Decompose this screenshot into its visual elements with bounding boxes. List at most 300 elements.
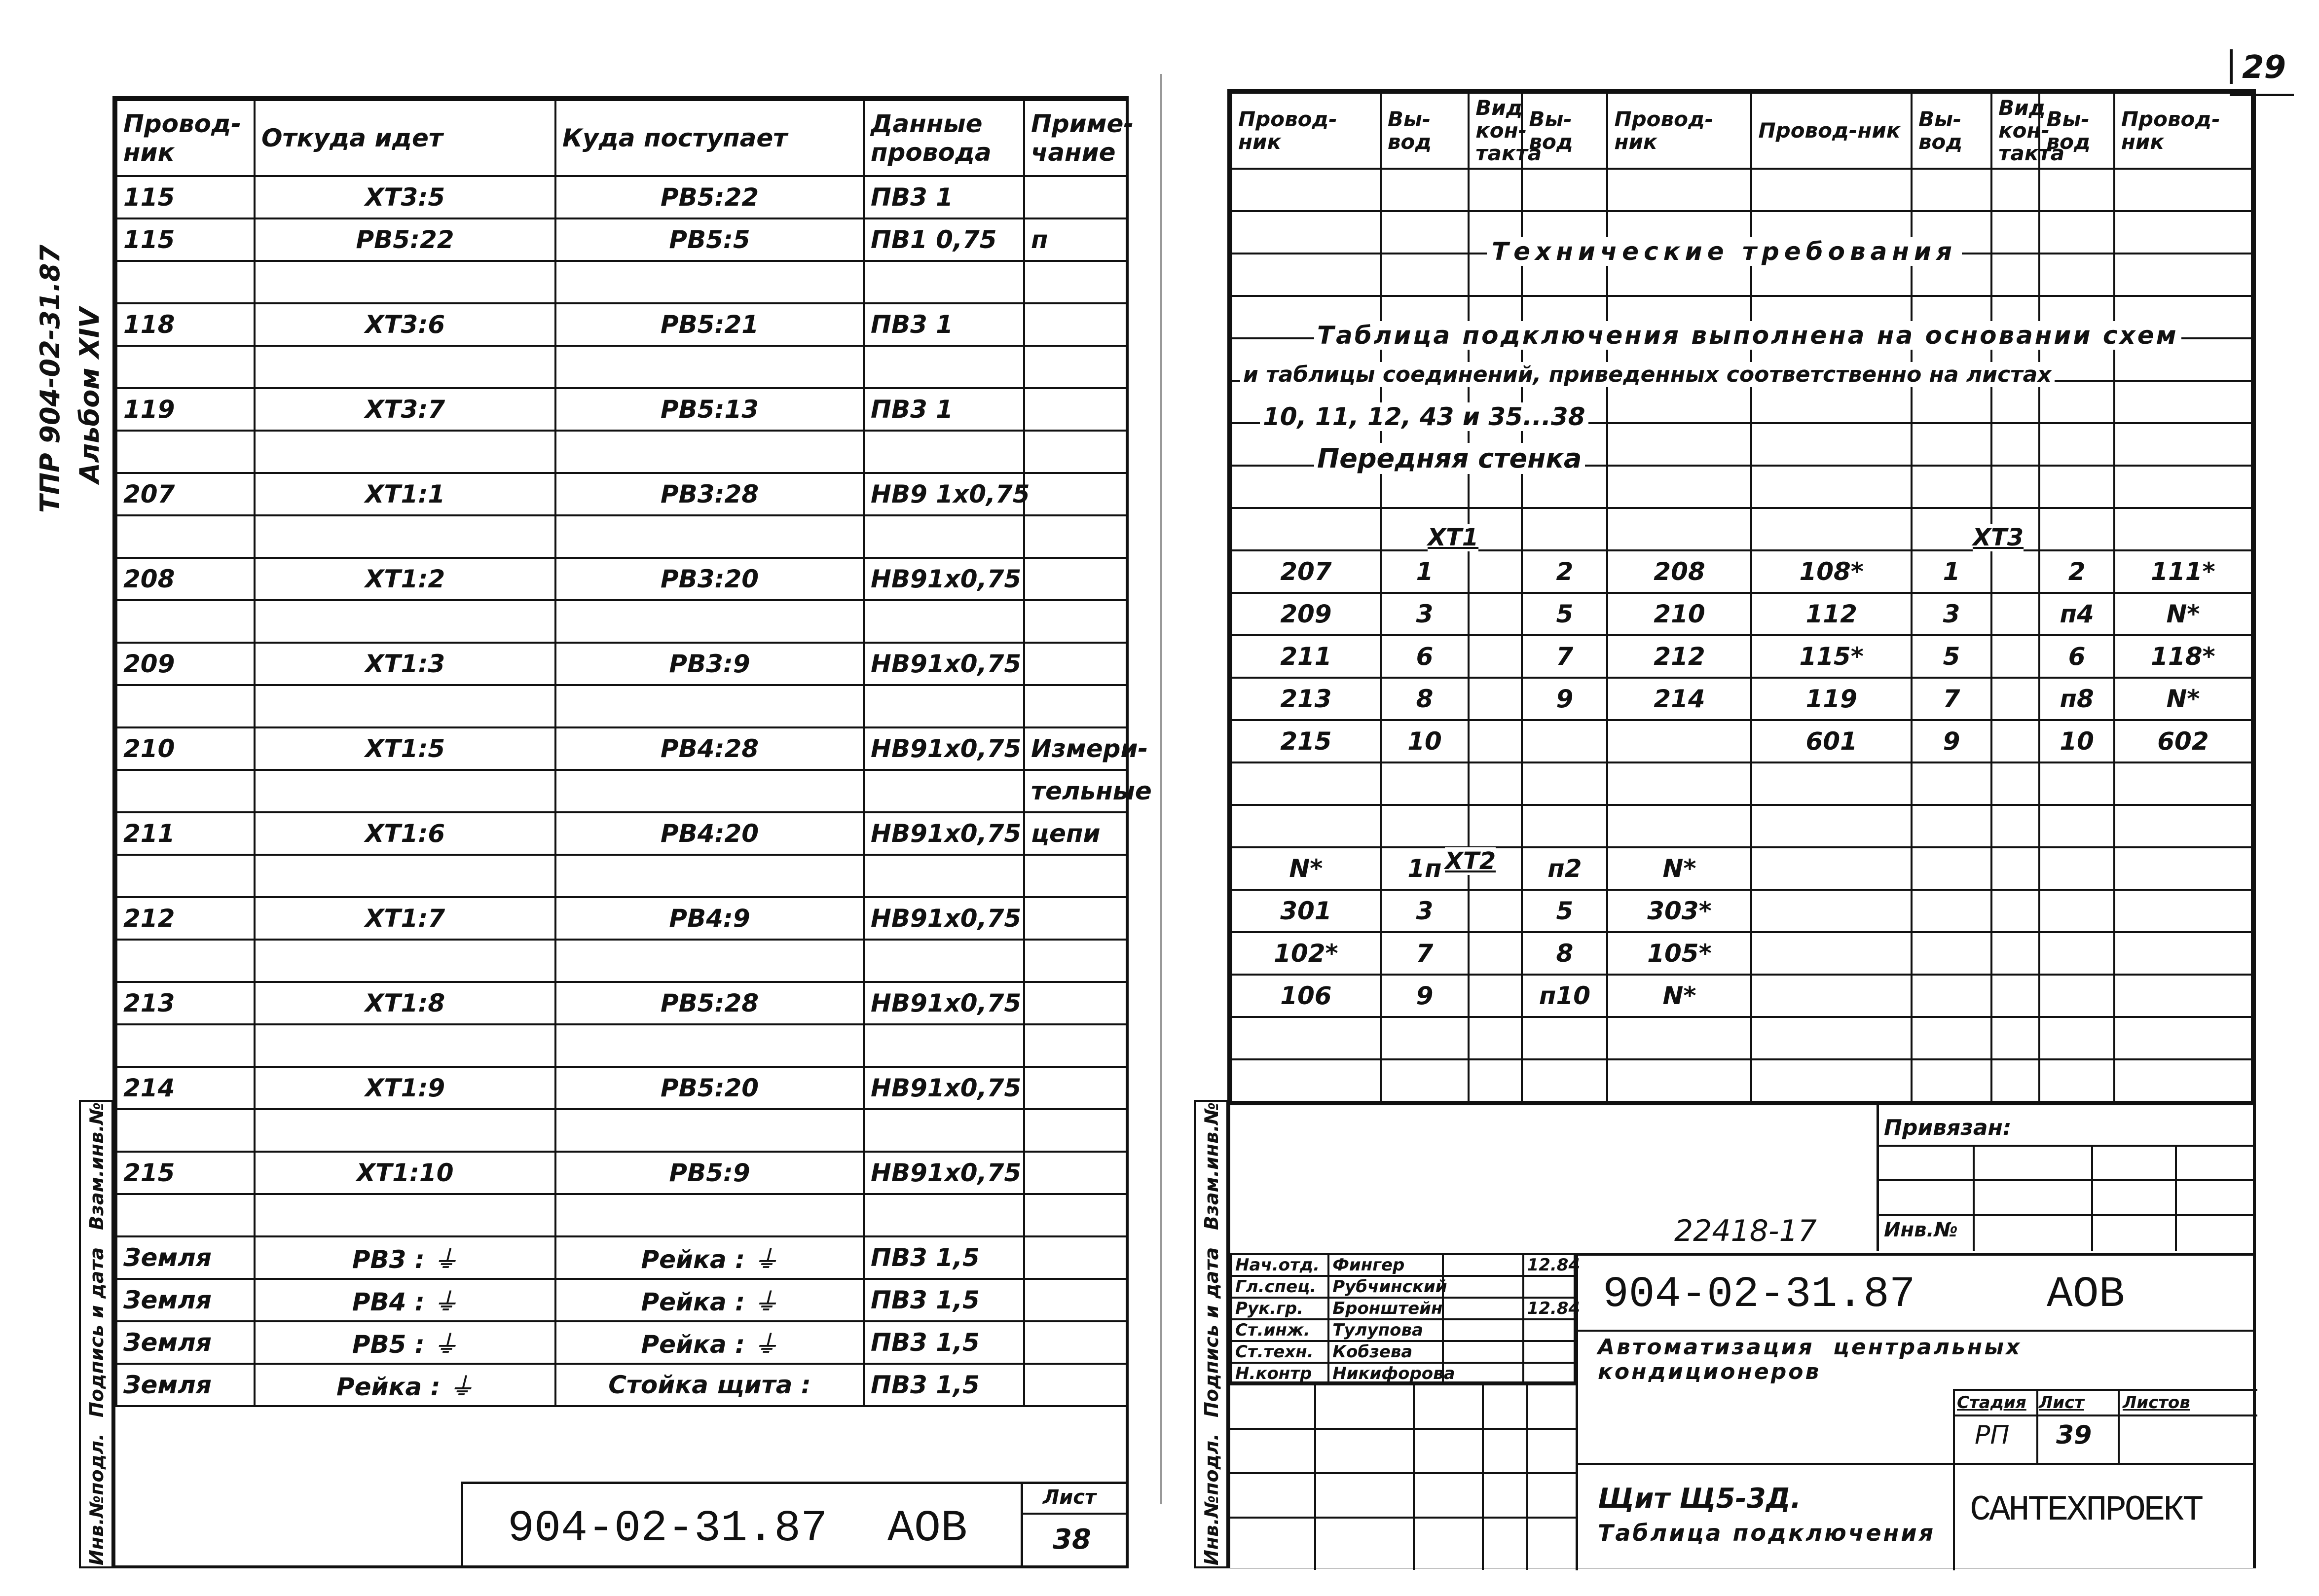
terminal-cell — [1751, 847, 1911, 890]
cell-wire — [116, 770, 255, 812]
cell-to — [555, 261, 864, 303]
cell-wire — [116, 940, 255, 982]
terminal-cell — [1912, 890, 1991, 932]
tied-grid-line-1 — [1879, 1145, 2255, 1147]
header-to: Куда поступает — [555, 100, 864, 176]
terminal-cell: 2 — [2039, 550, 2114, 593]
xt3-label: XT3 — [1973, 524, 2024, 551]
table-row — [1231, 550, 2252, 593]
cell-note — [1024, 685, 1127, 727]
terminal-cell: 211 — [1231, 635, 1381, 678]
cell-wire-data: ПВ3 1,5 — [864, 1236, 1024, 1279]
cell-wire-data: ПВ3 1,5 — [864, 1321, 1024, 1364]
terminal-cell: п4 — [2039, 593, 2114, 635]
terminal-cell — [1607, 1017, 1751, 1059]
r-header-6: Провод-ник — [1751, 93, 1911, 169]
table-row — [1231, 762, 2252, 805]
cell-from — [255, 770, 555, 812]
staff-role: Ст.инж. — [1231, 1319, 1328, 1341]
drawing-title-line1: Щит Щ5-3Д. — [1598, 1483, 1801, 1515]
terminal-cell — [2114, 211, 2252, 254]
terminal-cell — [1522, 762, 1607, 805]
terminal-cell: 5 — [1522, 890, 1607, 932]
cell-to — [555, 346, 864, 388]
cell-from — [255, 685, 555, 727]
header-from: Откуда идет — [255, 100, 555, 176]
cell-note — [1024, 1364, 1127, 1406]
cell-from — [255, 855, 555, 897]
tech-line-1: Таблица подключения выполнена на основании схем — [1314, 321, 2181, 350]
cell-to: PB4:9 — [555, 897, 864, 940]
left-footer — [461, 1482, 1126, 1565]
tied-grid-v-3 — [2175, 1145, 2177, 1251]
cell-to: PB5:13 — [555, 388, 864, 431]
terminal-cell: 9 — [1381, 975, 1469, 1017]
stage-col-2 — [2118, 1391, 2120, 1465]
terminal-cell: 214 — [1607, 678, 1751, 720]
terminal-cell — [1991, 169, 2039, 211]
staff-row — [1231, 1298, 1575, 1319]
xt1-label: XT1 — [1428, 524, 1479, 551]
cell-to: PB4:20 — [555, 812, 864, 855]
cell-wire — [116, 346, 255, 388]
table-row — [116, 1194, 1127, 1236]
terminal-cell — [2039, 466, 2114, 508]
left-footer-sheet-no: 38 — [1053, 1523, 1091, 1556]
terminal-cell — [1231, 211, 1381, 254]
cell-from — [255, 940, 555, 982]
r-header-3: Вид кон-такта — [1469, 93, 1522, 169]
cell-wire-data — [864, 431, 1024, 473]
r-header-4: Вы-вод — [1522, 93, 1607, 169]
cell-from — [255, 261, 555, 303]
cell-wire — [116, 1194, 255, 1236]
sheet-label: Лист — [2039, 1393, 2084, 1413]
staff-role: Ст.техн. — [1231, 1341, 1328, 1363]
terminal-cell: 7 — [1522, 635, 1607, 678]
cell-to — [555, 600, 864, 643]
table-row — [116, 1279, 1127, 1321]
terminal-cell — [1231, 254, 1381, 296]
organization-box — [1953, 1463, 2257, 1570]
table-row — [116, 473, 1127, 515]
terminal-cell — [1991, 678, 2039, 720]
cell-wire: 213 — [116, 982, 255, 1024]
cell-wire-data: ПВ3 1 — [864, 176, 1024, 218]
staff-row — [1231, 1341, 1575, 1363]
left-footer-sheet-label: Лист — [1043, 1486, 1097, 1509]
cell-note — [1024, 1236, 1127, 1279]
staff-name: Тулупова — [1328, 1319, 1443, 1341]
terminal-cell — [1991, 890, 2039, 932]
terminal-cell — [2114, 1017, 2252, 1059]
table-row — [116, 855, 1127, 897]
terminal-cell — [2039, 423, 2114, 466]
staff-empty-col-2 — [1413, 1383, 1415, 1570]
front-wall-label: Передняя стенка — [1314, 443, 1585, 474]
cell-to — [555, 1194, 864, 1236]
cell-note — [1024, 1321, 1127, 1364]
cell-wire — [116, 1109, 255, 1152]
cell-note — [1024, 388, 1127, 431]
terminal-cell — [2114, 762, 2252, 805]
cell-note — [1024, 303, 1127, 346]
terminal-cell — [2114, 381, 2252, 423]
cell-to: Рейка : ⏚ — [555, 1236, 864, 1279]
header-note: Приме-чание — [1024, 100, 1127, 176]
staff-role: Н.контр — [1231, 1363, 1328, 1384]
terminal-cell — [1751, 805, 1911, 847]
page-number-divider — [2230, 49, 2233, 84]
terminal-cell — [1469, 1017, 1522, 1059]
table-row — [116, 176, 1127, 218]
cell-note — [1024, 346, 1127, 388]
terminal-cell: 119 — [1751, 678, 1911, 720]
terminal-cell — [1912, 805, 1991, 847]
left-margin-stamp — [79, 1100, 113, 1568]
title-block — [1230, 1103, 2253, 1568]
terminal-cell — [2114, 466, 2252, 508]
staff-name: Никифорова — [1328, 1363, 1443, 1384]
terminal-cell: 8 — [1522, 932, 1607, 975]
tied-grid-v-2 — [2091, 1145, 2093, 1251]
terminal-cell: 6 — [2039, 635, 2114, 678]
terminal-cell — [1469, 890, 1522, 932]
cell-wire: 208 — [116, 558, 255, 600]
project-title-line1: Автоматизация центральных — [1598, 1335, 2022, 1360]
cell-note — [1024, 940, 1127, 982]
r-header-2: Вы-вод — [1381, 93, 1469, 169]
terminal-cell — [1469, 593, 1522, 635]
terminal-cell: 3 — [1912, 593, 1991, 635]
terminal-cell — [1381, 211, 1469, 254]
staff-row — [1231, 1319, 1575, 1341]
staff-row — [1231, 1254, 1575, 1276]
left-footer-sheet-box — [1021, 1484, 1127, 1565]
terminal-cell — [1469, 635, 1522, 678]
table-row — [116, 770, 1127, 812]
terminal-cell — [2114, 169, 2252, 211]
terminal-cell — [1991, 847, 2039, 890]
cell-wire: 211 — [116, 812, 255, 855]
cell-from — [255, 1109, 555, 1152]
cell-note: тельные — [1024, 770, 1127, 812]
cell-wire: 119 — [116, 388, 255, 431]
terminal-cell — [1991, 211, 2039, 254]
cell-to: PB5:22 — [555, 176, 864, 218]
cell-wire-data: НВ91x0,75 — [864, 1067, 1024, 1109]
cell-wire-data — [864, 855, 1024, 897]
terminal-cell: 210 — [1607, 593, 1751, 635]
cell-note — [1024, 1279, 1127, 1321]
terminal-cell: 118* — [2114, 635, 2252, 678]
table-row — [116, 388, 1127, 431]
table-row — [116, 515, 1127, 558]
terminal-cell: 1 — [1912, 550, 1991, 593]
right-table-header — [1231, 93, 2252, 169]
cell-note — [1024, 600, 1127, 643]
terminal-cell: 212 — [1607, 635, 1751, 678]
staff-empty-row-1 — [1230, 1428, 1576, 1430]
cell-from — [255, 515, 555, 558]
cell-to: Стойка щита : — [555, 1364, 864, 1406]
left-sheet — [112, 96, 1152, 1568]
tied-grid-line-3 — [1879, 1214, 2255, 1216]
terminal-cell — [1607, 1059, 1751, 1102]
terminal-cell — [1469, 678, 1522, 720]
cell-note — [1024, 261, 1127, 303]
cell-from: XT1:10 — [255, 1152, 555, 1194]
terminal-cell: 215 — [1231, 720, 1381, 762]
terminal-cell — [1522, 1017, 1607, 1059]
terminal-cell: п8 — [2039, 678, 2114, 720]
terminal-cell — [1607, 466, 1751, 508]
terminal-cell: 303* — [1607, 890, 1751, 932]
staff-name: Кобзева — [1328, 1341, 1443, 1363]
cell-wire-data: НВ91x0,75 — [864, 1152, 1024, 1194]
terminal-cell — [2114, 847, 2252, 890]
right-margin-stamp — [1194, 1100, 1228, 1568]
table-row — [1231, 1059, 2252, 1102]
tied-box — [1877, 1105, 2255, 1251]
left-margin-label-1: Взам.инв.№ — [86, 1102, 108, 1230]
cell-to: PB5:9 — [555, 1152, 864, 1194]
terminal-cell — [1912, 932, 1991, 975]
tech-requirements-title: Технические требования — [1487, 237, 1962, 266]
terminal-cell — [1912, 466, 1991, 508]
terminal-cell — [1231, 1059, 1381, 1102]
terminal-cell: N* — [2114, 678, 2252, 720]
terminal-cell — [1912, 975, 1991, 1017]
staff-table — [1230, 1253, 1581, 1385]
cell-wire-data — [864, 261, 1024, 303]
cell-to: PB4:28 — [555, 727, 864, 770]
terminal-cell — [2039, 890, 2114, 932]
table-row — [116, 1067, 1127, 1109]
cell-to: PB5:5 — [555, 218, 864, 261]
header-wire-data: Данные провода — [864, 100, 1024, 176]
table-row — [116, 1152, 1127, 1194]
cell-wire-data — [864, 940, 1024, 982]
terminal-cell — [1231, 508, 1381, 550]
cell-wire-data: ПВ3 1 — [864, 303, 1024, 346]
terminal-cell — [2114, 1059, 2252, 1102]
terminal-cell: 3 — [1381, 890, 1469, 932]
page-number: 29 — [2242, 49, 2286, 86]
terminal-cell — [2114, 508, 2252, 550]
right-sheet — [1227, 89, 2256, 1568]
terminal-cell: 602 — [2114, 720, 2252, 762]
cell-wire — [116, 431, 255, 473]
staff-signature — [1443, 1319, 1523, 1341]
table-row — [116, 982, 1127, 1024]
staff-empty-area — [1230, 1381, 1576, 1570]
cell-wire — [116, 855, 255, 897]
terminal-cell — [2039, 975, 2114, 1017]
table-row — [116, 303, 1127, 346]
left-side-caption-album: Альбом XIV — [74, 307, 105, 483]
cell-note — [1024, 897, 1127, 940]
cell-to — [555, 515, 864, 558]
terminal-cell — [1522, 720, 1607, 762]
terminal-cell: 5 — [1912, 635, 1991, 678]
cell-wire: Земля — [116, 1279, 255, 1321]
terminal-cell — [1991, 720, 2039, 762]
cell-wire-data — [864, 770, 1024, 812]
terminal-cell — [1991, 932, 2039, 975]
terminal-cell: N* — [1607, 847, 1751, 890]
staff-empty-col-3 — [1482, 1383, 1484, 1570]
terminal-cell: 1 — [1381, 550, 1469, 593]
staff-signature — [1443, 1298, 1523, 1319]
cell-wire — [116, 261, 255, 303]
cell-to — [555, 940, 864, 982]
terminal-cell — [1991, 635, 2039, 678]
cell-to — [555, 1109, 864, 1152]
cell-note — [1024, 982, 1127, 1024]
cell-from: XT1:6 — [255, 812, 555, 855]
terminal-cell: 9 — [1522, 678, 1607, 720]
r-header-10: Провод-ник — [2114, 93, 2252, 169]
staff-date: 12.84 — [1523, 1254, 1575, 1276]
sheet-value: 39 — [2056, 1420, 2092, 1450]
cell-from: PB4 : ⏚ — [255, 1279, 555, 1321]
terminal-cell: 102* — [1231, 932, 1381, 975]
terminal-cell: 115* — [1751, 635, 1911, 678]
cell-from: PB3 : ⏚ — [255, 1236, 555, 1279]
tech-line-2: и таблицы соединений, приведенных соответственно на листах — [1240, 362, 2055, 387]
main-title-area — [1576, 1253, 2255, 1570]
terminal-cell — [1469, 169, 1522, 211]
terminal-cell — [2039, 1017, 2114, 1059]
cell-to — [555, 431, 864, 473]
cell-to: PB3:20 — [555, 558, 864, 600]
cell-to — [555, 770, 864, 812]
terminal-cell — [1381, 805, 1469, 847]
terminal-cell — [1991, 550, 2039, 593]
staff-signature — [1443, 1341, 1523, 1363]
terminal-cell: 301 — [1231, 890, 1381, 932]
doc-suffix: АОВ — [2047, 1270, 2125, 1319]
terminal-cell — [1231, 1017, 1381, 1059]
cell-note — [1024, 1194, 1127, 1236]
tied-grid-v-1 — [1973, 1145, 1975, 1251]
terminal-cell — [1991, 762, 2039, 805]
cell-wire — [116, 600, 255, 643]
table-row — [116, 558, 1127, 600]
table-row — [1231, 593, 2252, 635]
cell-wire: 209 — [116, 643, 255, 685]
cell-from: XT1:2 — [255, 558, 555, 600]
terminal-cell — [2039, 847, 2114, 890]
terminal-cell — [1751, 890, 1911, 932]
table-row — [1231, 678, 2252, 720]
table-row — [116, 431, 1127, 473]
table-row — [1231, 1017, 2252, 1059]
cell-from: XT1:9 — [255, 1067, 555, 1109]
cell-wire: 215 — [116, 1152, 255, 1194]
terminal-cell: 5 — [1522, 593, 1607, 635]
sheets-label: Листов — [2123, 1393, 2190, 1413]
terminal-cell: 1п — [1381, 847, 1469, 890]
inv-no-label: Инв.№ — [1884, 1219, 1958, 1241]
terminal-cell: 112 — [1751, 593, 1911, 635]
terminal-cell — [2114, 975, 2252, 1017]
organization-name: САНТЕХПРОЕКТ — [1970, 1490, 2202, 1530]
tied-grid-line-2 — [1879, 1179, 2255, 1181]
cell-from: XT1:5 — [255, 727, 555, 770]
table-row — [116, 1236, 1127, 1279]
r-header-5: Провод-ник — [1607, 93, 1751, 169]
cell-wire: Земля — [116, 1364, 255, 1406]
staff-role: Нач.отд. — [1231, 1254, 1328, 1276]
cell-wire: 115 — [116, 218, 255, 261]
terminal-cell — [1469, 550, 1522, 593]
terminal-cell — [1522, 508, 1607, 550]
terminal-cell: 7 — [1381, 932, 1469, 975]
cell-from: XT1:7 — [255, 897, 555, 940]
cell-wire-data — [864, 1024, 1024, 1067]
terminal-cell: 3 — [1381, 593, 1469, 635]
cell-wire: 118 — [116, 303, 255, 346]
terminal-cell: N* — [1231, 847, 1381, 890]
terminal-cell — [1751, 1017, 1911, 1059]
cell-note — [1024, 1067, 1127, 1109]
staff-role: Гл.спец. — [1231, 1276, 1328, 1298]
terminal-cell: 2 — [1522, 550, 1607, 593]
table-row — [1231, 508, 2252, 550]
staff-date: 12.84 — [1523, 1298, 1575, 1319]
cell-note — [1024, 1152, 1127, 1194]
stage-value: РП — [1975, 1420, 2010, 1450]
table-row — [1231, 720, 2252, 762]
terminal-cell — [1231, 805, 1381, 847]
terminal-cell — [1522, 1059, 1607, 1102]
cell-wire: Земля — [116, 1236, 255, 1279]
staff-empty-row-3 — [1230, 1517, 1576, 1519]
r-header-9: Вы-вод — [2039, 93, 2114, 169]
terminal-cell — [1751, 975, 1911, 1017]
table-row — [116, 685, 1127, 727]
terminal-cell — [2039, 805, 2114, 847]
table-row — [1231, 975, 2252, 1017]
stage-box — [1953, 1389, 2257, 1465]
cell-wire-data: НВ91x0,75 — [864, 727, 1024, 770]
cell-wire-data: ПВ3 1 — [864, 388, 1024, 431]
doc-code: 904-02-31.87 — [1603, 1270, 1915, 1319]
cell-from — [255, 346, 555, 388]
cell-to — [555, 1024, 864, 1067]
stage-label: Стадия — [1957, 1393, 2026, 1413]
terminal-cell — [1751, 466, 1911, 508]
cell-from — [255, 1194, 555, 1236]
table-row — [1231, 805, 2252, 847]
staff-date — [1523, 1276, 1575, 1298]
terminal-cell — [1469, 805, 1522, 847]
terminal-cell — [1751, 762, 1911, 805]
project-title-line2: кондиционеров — [1598, 1359, 1821, 1384]
table-row — [116, 812, 1127, 855]
cell-wire-data — [864, 1109, 1024, 1152]
staff-row — [1231, 1276, 1575, 1298]
terminal-cell: 10 — [1381, 720, 1469, 762]
terminal-cell — [1751, 1059, 1911, 1102]
terminal-cell — [1751, 423, 1911, 466]
table-row — [116, 940, 1127, 982]
cell-wire-data: ПВ1 0,75 — [864, 218, 1024, 261]
staff-role: Рук.гр. — [1231, 1298, 1328, 1319]
cell-to: Рейка : ⏚ — [555, 1279, 864, 1321]
